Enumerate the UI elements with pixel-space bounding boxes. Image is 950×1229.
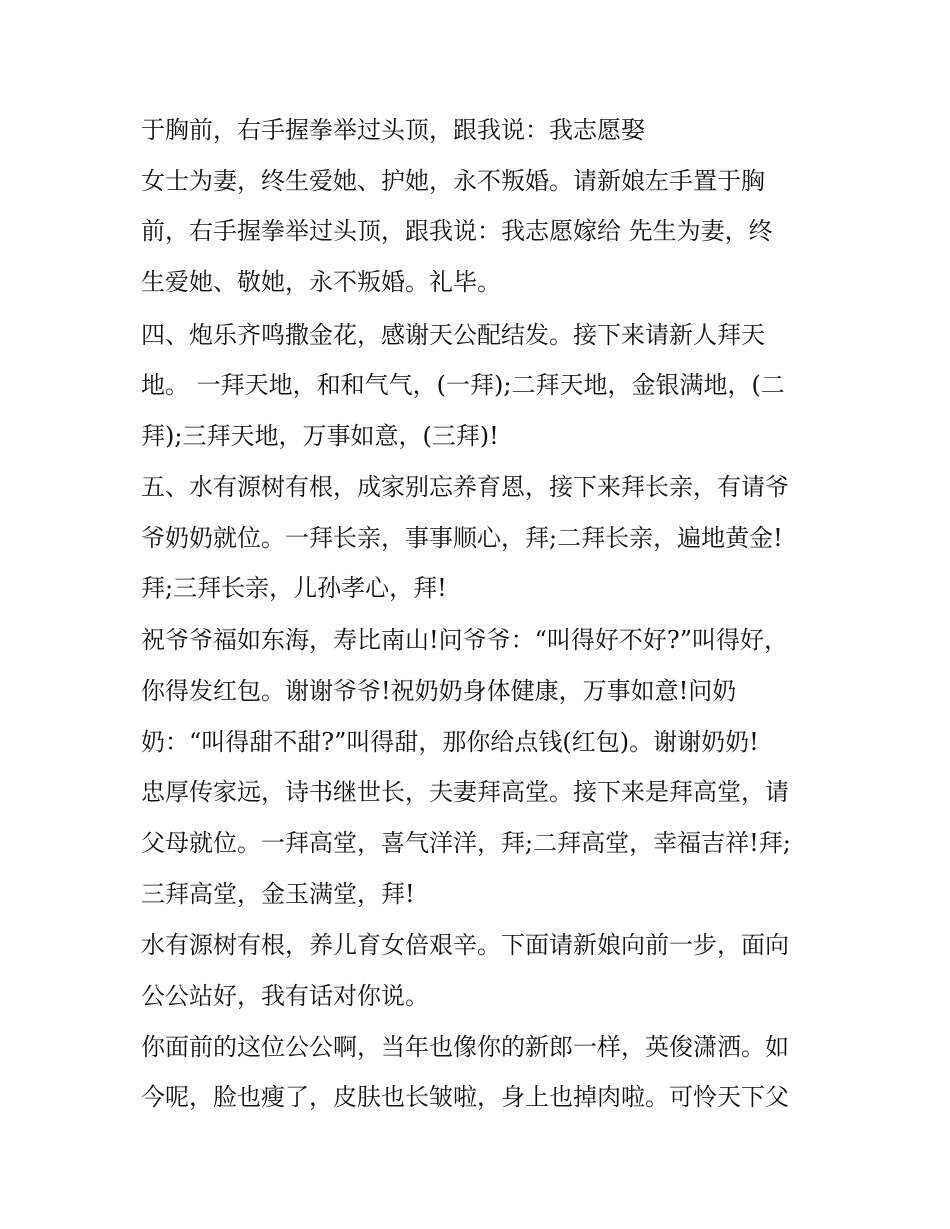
text-line: 你面前的这位公公啊，当年也像你的新郎一样，英俊潇洒。如	[141, 1033, 789, 1061]
text-line: 爷奶奶就位。一拜长亲，事事顺心，拜;二拜长亲，遍地黄金!	[141, 524, 783, 552]
text-line: 拜);三拜天地，万事如意，(三拜)!	[141, 422, 499, 450]
text-line: 于胸前，右手握拳举过头顶，跟我说：我志愿娶	[141, 116, 645, 144]
text-line: 祝爷爷福如东海，寿比南山!问爷爷：“叫得好不好?”叫得好，	[141, 626, 789, 654]
text-line: 公公站好，我有话对你说。	[141, 982, 429, 1010]
text-line: 忠厚传家远，诗书继世长，夫妻拜高堂。接下来是拜高堂，请	[141, 778, 789, 806]
text-line: 四、炮乐齐鸣撒金花，感谢天公配结发。接下来请新人拜天	[141, 321, 765, 349]
text-line: 拜;三拜长亲，儿孙孝心，拜!	[141, 574, 447, 602]
text-line: 奶：“叫得甜不甜?”叫得甜，那你给点钱(红包)。谢谢奶奶!	[141, 728, 759, 756]
text-line: 女士为妻，终生爱她、护她，永不叛婚。请新娘左手置于胸	[141, 167, 765, 195]
text-line: 你得发红包。谢谢爷爷!祝奶奶身体健康，万事如意!问奶	[141, 677, 737, 705]
text-line: 五、水有源树有根，成家别忘养育恩，接下来拜长亲，有请爷	[141, 473, 789, 501]
text-line: 水有源树有根，养儿育女倍艰辛。下面请新娘向前一步，面向	[141, 931, 789, 959]
text-line: 今呢，脸也瘦了，皮肤也长皱啦，身上也掉肉啦。可怜天下父	[141, 1083, 789, 1111]
text-line: 父母就位。一拜高堂，喜气洋洋，拜;二拜高堂，幸福吉祥!拜;	[141, 829, 791, 857]
text-line: 前，右手握拳举过头顶，跟我说：我志愿嫁给 先生为妻，终	[141, 217, 773, 245]
text-line: 三拜高堂，金玉满堂，拜!	[141, 880, 415, 908]
text-line: 生爱她、敬她，永不叛婚。礼毕。	[141, 268, 501, 296]
text-line: 地。 一拜天地，和和气气，(一拜);二拜天地，金银满地，(二	[141, 371, 785, 399]
